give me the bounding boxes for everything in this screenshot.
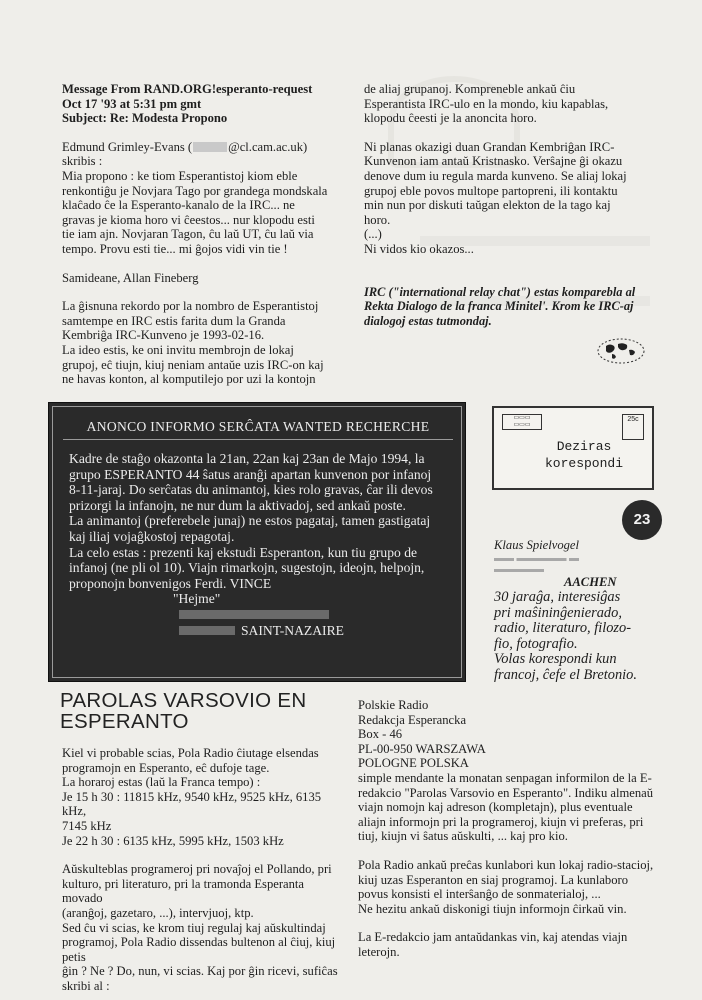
irc-column bbox=[364, 82, 650, 328]
redacted-street: ▬▬ ▬▬▬▬▬ ▬ bbox=[494, 553, 579, 564]
irc-paragraph-2: Ni planas okazigi duan Grandan Kembriĝan IRC- Kunvenon iam antaŭ Kristnasko. Verŝajne ĝi okazu denove dum iu regula marda kunveno. Se aliaj lokaj grupoj eble povos multope partopreni, ili kontaktu min nun por diskuti taŭgan elekton de la tago kaj horo. bbox=[364, 139, 627, 227]
announcement-hejme: "Hejme" bbox=[173, 591, 221, 607]
world-map-icon bbox=[596, 336, 646, 366]
parolas-listeners: Aŭskulteblas programeroj pri novaĵoj el Pollando, pri kulturo, pri literaturo, pri la tramonda Esperanta movado (aranĝoj, gazetaro, ...), intervjuoj, ktp. Sed ĉu vi scias, ke krom tiuj regulaj kaj aŭskultindaj programoj, Pola Radio dissendas bultenon al ĉiuj, kiuj petis ĝin ? Ne ? Do, nun, vi scias. Kaj por ĝin ricevi, sufiĉas skribi al : bbox=[62, 862, 338, 993]
article-heading: PAROLAS VARSOVIO EN ESPERANTO bbox=[60, 689, 307, 733]
announcement-text: Kadre de staĝo okazonta la 21an, 22an kaj 23an de Majo 1994, la grupo ESPERANTO 44 ŝatus aranĝi apartan kunvenon por infanoj 8-11-jaraj. Do serĉatas du animantoj, kies rolo gravas, ĉar ili devos prizorgi la infanojn, ne nur dum la aktivadoj, sed ankaŭ poste. La animantoj (preferebele junaj) ne estos pagataj, tamen gastigataj kaj iliaj vojaĝkostoj repagotaj. La celo estas : prezenti kaj ekstudi Esperanton, kun tiu grupo de infanoj (ne pli ol 10). Viajn rimarkojn, sugestojn, ideojn, helpojn, proponojn bonvenigos Ferdi. VINCE "Hejme" SAINT-NAZAIRE bbox=[69, 451, 455, 638]
ideo-paragraph: La ideo estis, ke oni invitu membrojn de lokaj grupoj, eĉ tiujn, kiuj neniam antaŭe uzis IRC-on kaj ne havas konton, al komputilejo por uzi la kontojn bbox=[62, 342, 324, 387]
message-column bbox=[62, 82, 340, 387]
announcement-box bbox=[48, 402, 466, 682]
irc-paragraph-1: de aliaj grupanoj. Kompreneble ankaŭ ĉiu Esperantista IRC-ulo en la mondo, kiu kapablas, klopodu ĉeesti je la anoncita horo. bbox=[364, 82, 609, 126]
parolas-schedule: La horaroj estas (laŭ la Franca tempo) : Je 15 h 30 : 11815 kHz, 9540 kHz, 9525 kHz, 6135 kHz, 7145 kHz Je 22 h 30 : 6135 kHz, 5995 kHz, 1503 kHz bbox=[62, 775, 322, 848]
redacted-postcode: ▬▬▬▬▬ bbox=[494, 564, 544, 575]
redacted-postcode-line bbox=[69, 623, 455, 639]
page-number-badge: 23 bbox=[622, 500, 662, 540]
message-header-subject: Subject: Re: Modesta Propono bbox=[62, 111, 228, 126]
propono-paragraph: Mia propono : ke tiom Esperantistoj kiom eble renkontiĝu je Novjara Tago por grandega mondskala klaĉado ĉe la Esperanto-kanalo de la IRC... ne gravas je kioma horo vi ĉeestos... nur klopodu esti tie iam ajn. Novjaran Tagon, ĉu laŭ UT, ĉu laŭ via tempo. Provu esti tie... mi ĝojos vidi vin tie ! bbox=[62, 168, 328, 256]
ellipsis: (...) bbox=[364, 227, 382, 242]
correspondence-card bbox=[492, 406, 654, 490]
radio-address: Polskie Radio Redakcja Esperancka Box - 46 PL-00-950 WARSZAWA POLOGNE POLSKA bbox=[358, 698, 486, 771]
radio-paragraph-1: simple mendante la monatan senpagan informilon de la E- redakcio "Parolas Varsovio en Esperanto". Indiku almenaŭ viajn nomojn kaj adreson (kompletajn), plus eventuale aliajn informojn pri la programeroj, kiujn vi preferas, pri tiuj, kiujn vi ŝatus aŭskulti, ... kaj pro kio. bbox=[358, 770, 654, 844]
radio-column bbox=[358, 698, 658, 960]
irc-note: IRC ("international relay chat") estas komparebla al Rekta Dialogo de la franca Minitel'. Krom ke IRC-aj dialogoj estas tutmondaj. bbox=[364, 284, 636, 328]
closing-line: Ni vidos kio okazos... bbox=[364, 241, 474, 256]
message-header-from: Message From RAND.ORG!esperanto-request bbox=[62, 82, 313, 96]
radio-paragraph-3: La E-redakcio jam antaŭdankas vin, kaj atendas viajn leterojn. bbox=[358, 930, 628, 959]
skribis-line: skribis : bbox=[62, 154, 103, 169]
announcement-title: ANONCO INFORMO SERĈATA WANTED RECHERCHE bbox=[63, 417, 453, 440]
message-header-date: Oct 17 '93 at 5:31 pm gmt bbox=[62, 96, 202, 111]
penpal-listing: Klaus Spielvogel ▬▬ ▬▬▬▬▬ ▬ ▬▬▬▬▬ AACHEN 30 jaraĝa, interesiĝas pri maŝininĝenierado, radio, literaturo, filozo- fio, fotografio. Volas korespondi kun francoj, ĉefe el Bretonio. bbox=[494, 538, 662, 684]
penpal-city: AACHEN bbox=[564, 575, 617, 589]
announcement-city: SAINT-NAZAIRE bbox=[241, 622, 344, 638]
postmark-stamp: ▭▭▭ ▭▭▭ bbox=[502, 414, 542, 430]
penpal-name: Klaus Spielvogel bbox=[494, 538, 579, 552]
redacted-email bbox=[193, 142, 227, 152]
signoff: Samideane, Allan Fineberg bbox=[62, 270, 199, 285]
postage-stamp: 25c bbox=[622, 414, 644, 440]
parolas-article bbox=[62, 746, 344, 994]
card-label: Deziras korespondi bbox=[544, 439, 623, 471]
radio-paragraph-2: Pola Radio ankaŭ preĉas kunlabori kun lokaj radio-stacioj, kiuj uzas Esperanton en siaj programoj. La kunlaboro povus konsisti el interŝanĝo de sonmaterialoj, ... Ne hezitu ankaŭ diskonigi tiujn informojn ĉirkaŭ vin. bbox=[358, 857, 654, 916]
author-line: Edmund Grimley-Evans ( @cl.cam.ac.uk) bbox=[62, 139, 308, 154]
redacted-address bbox=[69, 607, 455, 623]
parolas-intro: Kiel vi probable scias, Pola Radio ĉiutage elsendas programojn en Esperanto, eĉ dufoje tage. bbox=[62, 746, 319, 775]
rekordo-paragraph: La ĝisnuna rekordo por la nombro de Esperantistoj samtempe en IRC estis farita dum la Granda Kembriĝa IRC-Kunveno je 1993-02-16. bbox=[62, 299, 319, 343]
